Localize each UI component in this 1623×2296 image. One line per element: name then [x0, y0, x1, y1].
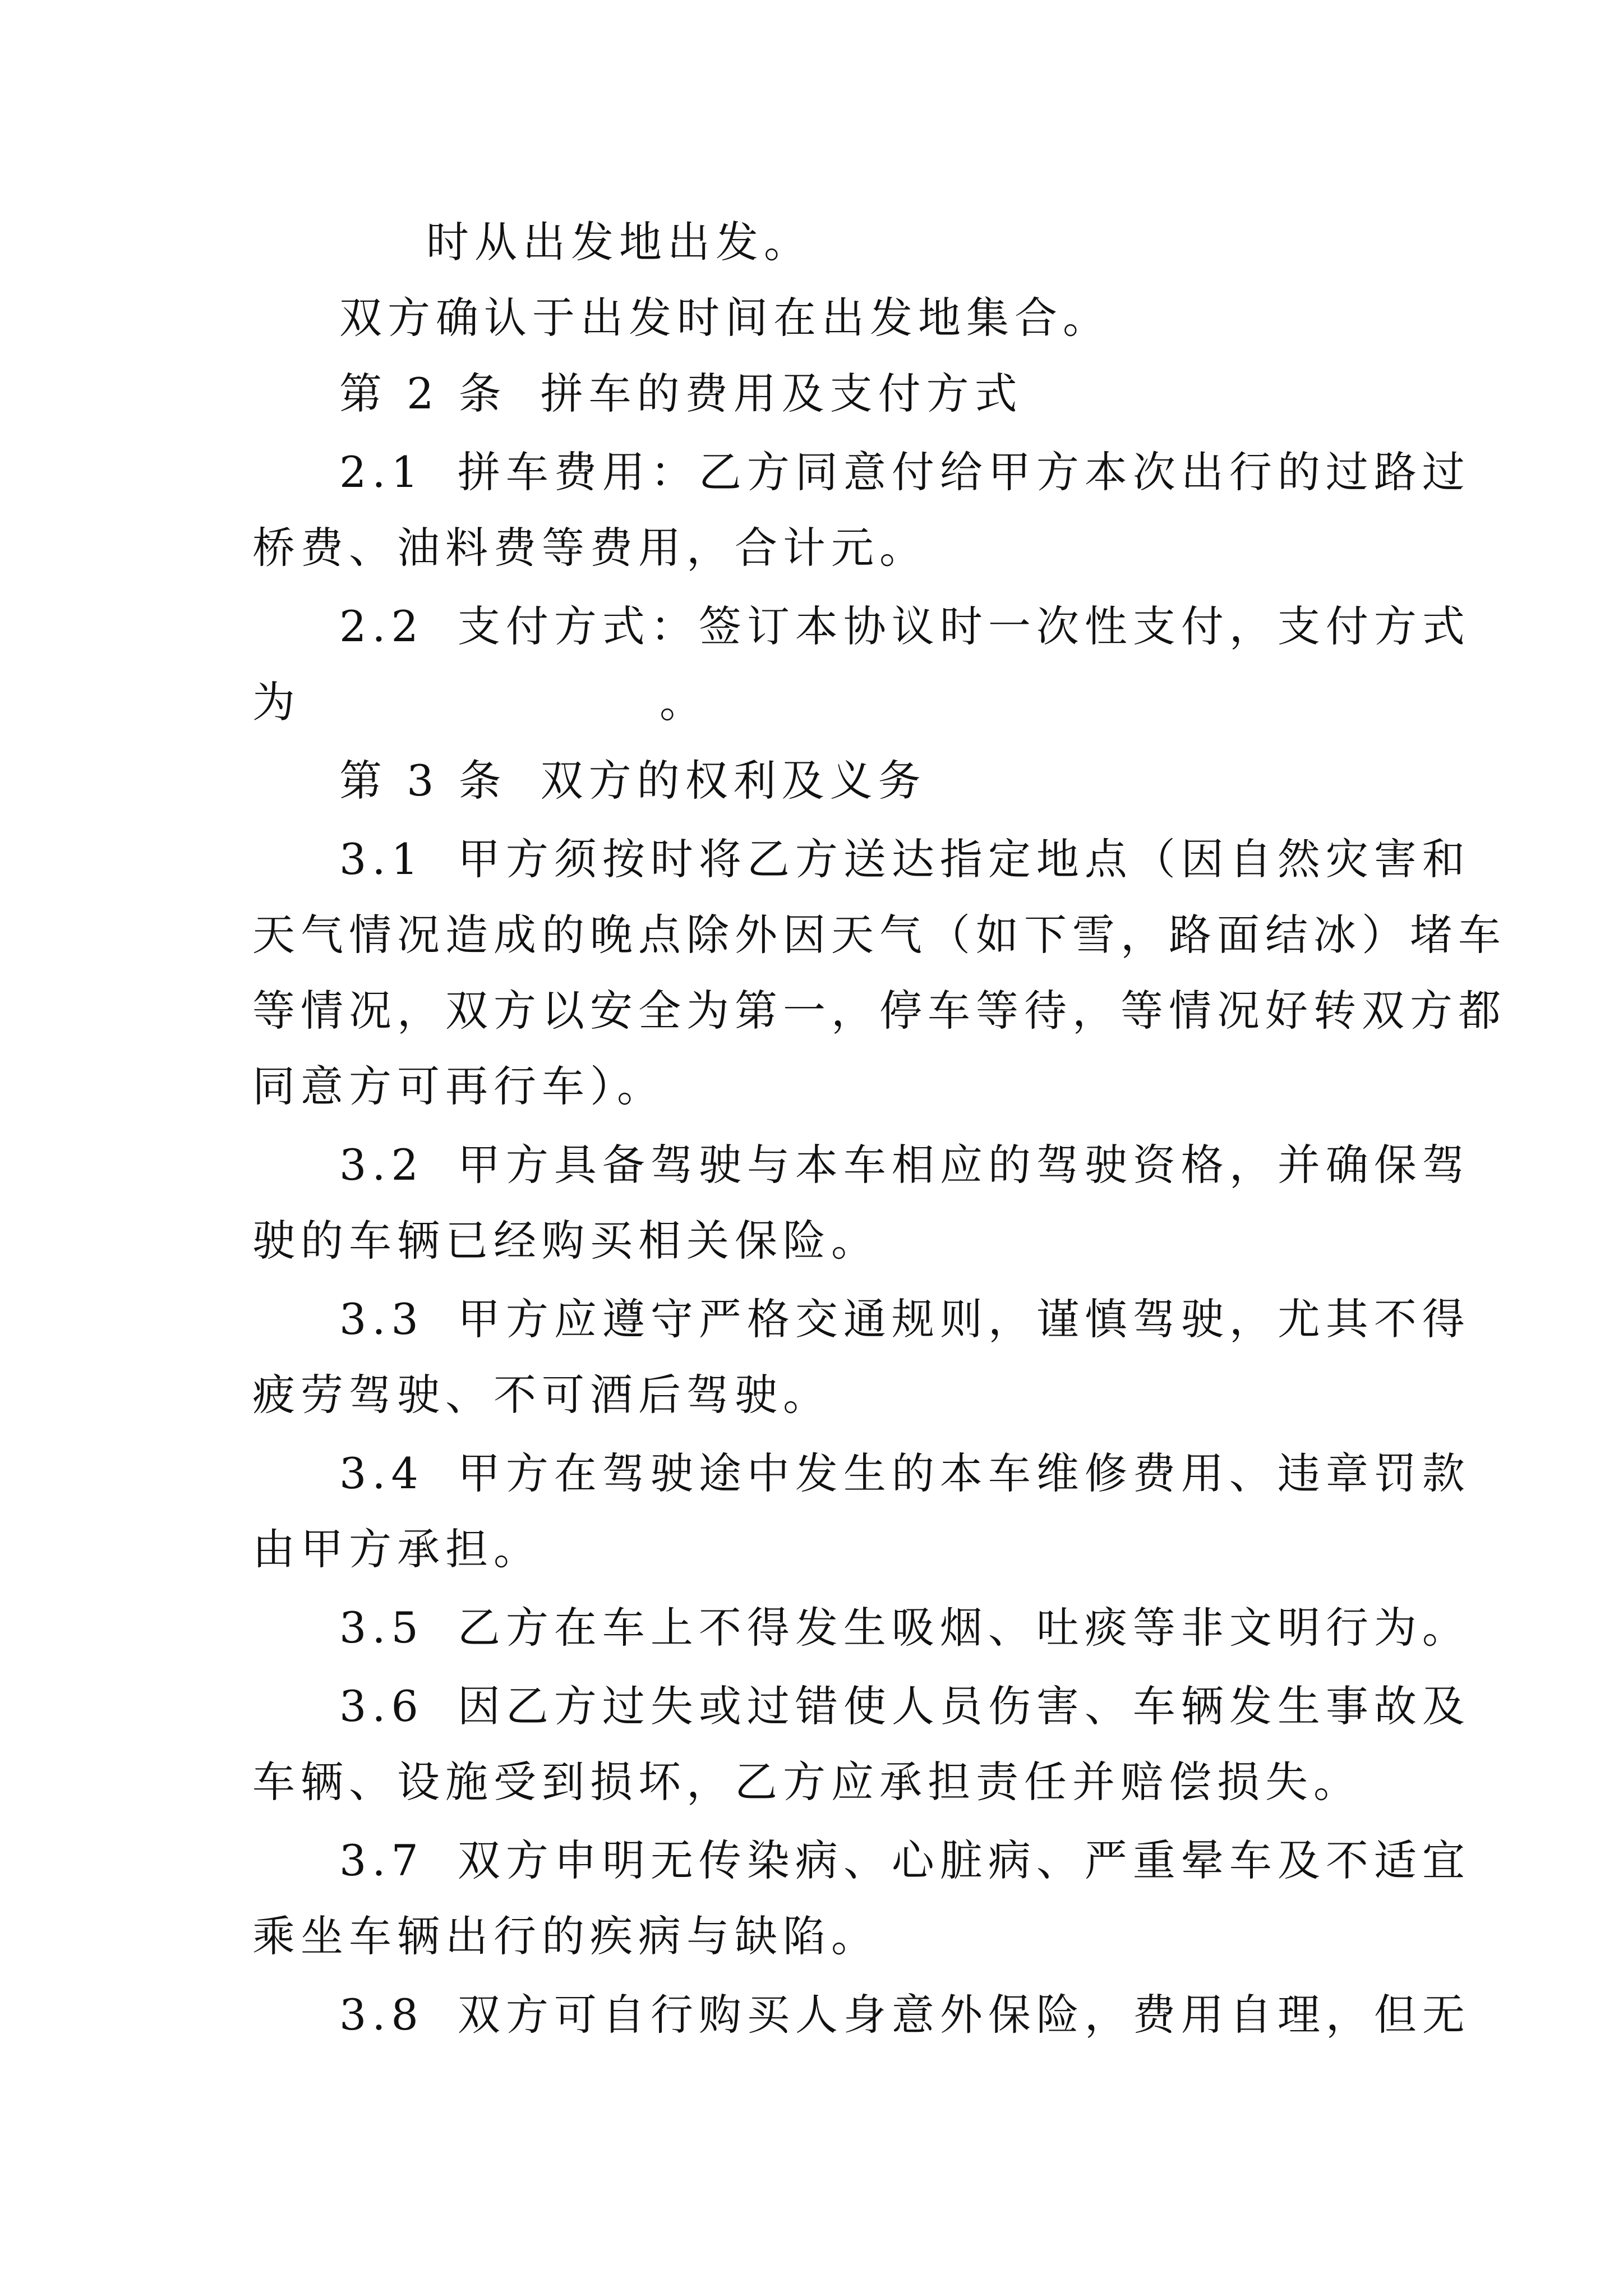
- clause-text: 双方申明无传染病、心脏病、严重晕车及不适宜: [457, 1835, 1470, 1885]
- clause-number: 3.8: [339, 1990, 424, 2040]
- text-run: 桥费、油料费等费用，合计元。: [252, 523, 928, 573]
- clause-line: [339, 1978, 1470, 2051]
- section-number: 第 2 条: [339, 369, 507, 418]
- text-line: [252, 974, 1506, 1047]
- text-line: [252, 899, 1506, 972]
- clause-text: 乙方在车上不得发生吸烟、吐痰等非文明行为。: [457, 1603, 1470, 1653]
- text-run: 。: [660, 677, 708, 727]
- clause-text: 甲方在驾驶途中发生的本车维修费用、违章罚款: [457, 1448, 1470, 1498]
- text-run: 乘坐车辆出行的疾病与缺陷。: [252, 1911, 879, 1961]
- clause-line: [339, 1824, 1470, 1897]
- clause-number: 3.1: [339, 834, 424, 884]
- clause-number: 3.2: [339, 1140, 424, 1190]
- text-run: 同意方可再行车）。: [252, 1061, 665, 1111]
- clause-line: [339, 1129, 1470, 1202]
- text-line: [252, 1513, 1380, 1586]
- clause-line: [339, 1283, 1470, 1356]
- clause-line: [339, 1670, 1470, 1743]
- text-line: [252, 1746, 1380, 1819]
- clause-line: [339, 590, 1470, 663]
- text-line: [252, 1900, 1380, 1973]
- clause-text: 甲方应遵守严格交通规则，谨慎驾驶，尤其不得: [457, 1294, 1470, 1344]
- text-run: 由甲方承担。: [252, 1524, 542, 1574]
- text-line: [252, 512, 1380, 585]
- clause-text: 支付方式：签订本协议时一次性支付，支付方式: [457, 601, 1470, 651]
- section-title: 双方的权利及义务: [540, 756, 926, 806]
- clause-line: [339, 1437, 1470, 1510]
- text-line: [252, 666, 1380, 739]
- clause-text: 拼车费用：乙方同意付给甲方本次出行的过路过: [457, 447, 1470, 497]
- text-run: 为: [252, 677, 301, 727]
- clause-number: 3.6: [339, 1681, 424, 1731]
- text-line: [252, 1204, 1380, 1277]
- text-line: [252, 1359, 1380, 1432]
- text-run: 疲劳驾驶、不可酒后驾驶。: [252, 1370, 831, 1420]
- clause-line: [339, 1591, 1470, 1664]
- text-line: [252, 1050, 1380, 1123]
- clause-number: 3.3: [339, 1294, 424, 1344]
- text-run: 车辆、设施受到损坏，乙方应承担责任并赔偿损失。: [252, 1757, 1362, 1807]
- clause-number: 2.1: [339, 447, 424, 497]
- clause-number: 3.7: [339, 1835, 424, 1885]
- clause-number: 3.5: [339, 1603, 424, 1653]
- clause-text: 双方可自行购买人身意外保险，费用自理，但无: [457, 1990, 1470, 2040]
- text-run: 驶的车辆已经购买相关保险。: [252, 1216, 879, 1266]
- clause-line: [339, 436, 1470, 509]
- section-number: 第 3 条: [339, 756, 507, 806]
- section-title: 拼车的费用及支付方式: [540, 369, 1023, 418]
- text-run: 时从出发地出发。: [426, 217, 812, 267]
- clause-line: [339, 823, 1470, 896]
- clause-text: 因乙方过失或过错使人员伤害、车辆发生事故及: [457, 1681, 1470, 1731]
- text-run: 双方确认于出发时间在出发地集合。: [339, 293, 1111, 343]
- clause-number: 3.4: [339, 1448, 424, 1498]
- text-line: [426, 206, 1380, 279]
- text-line: [339, 282, 1380, 355]
- text-run: 等情况，双方以安全为第一，停车等待，等情况好转双方都: [252, 986, 1506, 1036]
- clause-text: 甲方具备驾驶与本车相应的驾驶资格，并确保驾: [457, 1140, 1470, 1190]
- clause-number: 2.2: [339, 601, 424, 651]
- text-run: 天气情况造成的晚点除外因天气（如下雪，路面结冰）堵车: [252, 910, 1506, 960]
- clause-text: 甲方须按时将乙方送达指定地点（因自然灾害和: [457, 834, 1470, 884]
- section-heading: [339, 744, 1380, 817]
- section-heading: [339, 357, 1380, 430]
